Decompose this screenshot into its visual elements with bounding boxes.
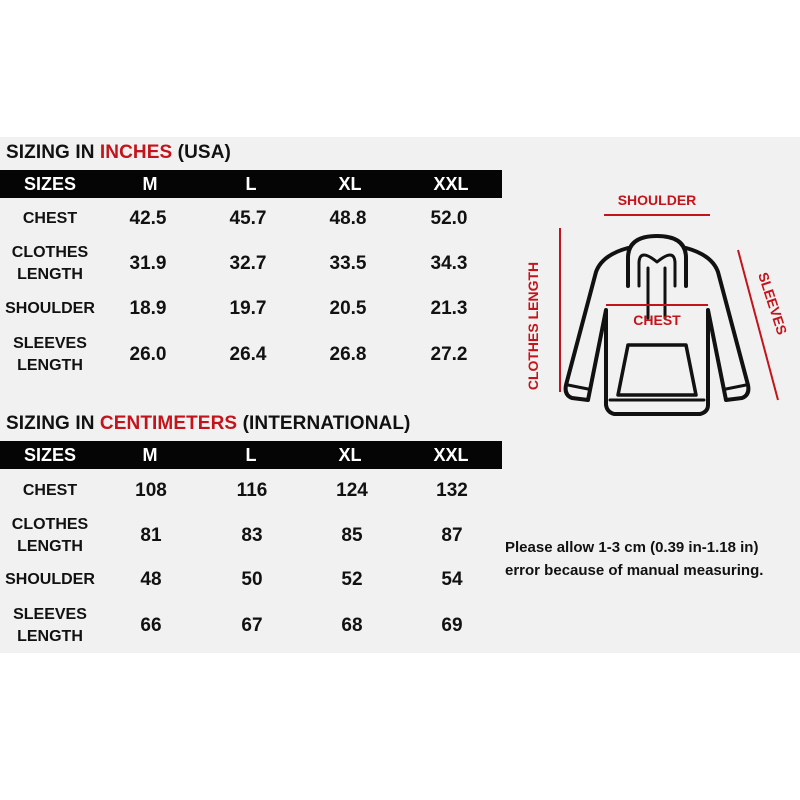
header-xxl: XXL — [433, 445, 469, 465]
centimeters-size-table — [0, 441, 502, 651]
cell-value: 85 — [341, 525, 363, 546]
inches-size-table — [0, 170, 502, 380]
row-label-shoulder: SHOULDER — [5, 300, 95, 317]
clothes-length-label: CLOTHES LENGTH — [525, 261, 541, 391]
header-m: M — [142, 174, 158, 194]
cell-value: 67 — [241, 615, 263, 636]
header-l: L — [245, 445, 257, 465]
cell-value: 66 — [140, 615, 162, 636]
centimeters-section-title: SIZING IN CENTIMETERS (INTERNATIONAL) — [6, 413, 411, 434]
row-label-sleeves-length: SLEEVES LENGTH — [13, 335, 87, 374]
cell-value: 26.8 — [329, 344, 367, 365]
cell-value: 19.7 — [229, 298, 267, 319]
note-line-1: Please allow 1-3 cm (0.39 in-1.18 in) — [505, 539, 759, 556]
cell-value: 87 — [441, 525, 463, 546]
header-sizes: SIZES — [23, 174, 77, 194]
header-m: M — [142, 445, 158, 465]
shoulder-label: SHOULDER — [617, 192, 697, 208]
row-label-sleeves-length: SLEEVES LENGTH — [13, 606, 87, 645]
cell-value: 33.5 — [329, 253, 367, 274]
row-label-clothes-length: CLOTHES LENGTH — [11, 244, 89, 283]
cell-value: 132 — [436, 480, 468, 501]
cell-value: 18.9 — [129, 298, 167, 319]
cell-value: 54 — [441, 569, 463, 590]
cell-value: 34.3 — [430, 253, 468, 274]
note-line-2: error because of manual measuring. — [505, 562, 764, 579]
cell-value: 48.8 — [329, 208, 367, 229]
cell-value: 52.0 — [430, 208, 468, 229]
cell-value: 69 — [441, 615, 463, 636]
chest-label: CHEST — [633, 312, 681, 328]
cell-value: 83 — [241, 525, 263, 546]
cell-value: 27.2 — [430, 344, 468, 365]
inches-table-header — [0, 170, 502, 198]
cell-value: 31.9 — [129, 253, 167, 274]
cell-value: 45.7 — [229, 208, 267, 229]
centimeters-table-header — [0, 441, 502, 469]
inches-section-title: SIZING IN INCHES (USA) — [6, 142, 231, 163]
hoodie-measurement-diagram — [500, 175, 800, 435]
row-label-chest: CHEST — [22, 482, 78, 499]
row-label-clothes-length: CLOTHES LENGTH — [11, 516, 89, 555]
cell-value: 32.7 — [229, 253, 267, 274]
cell-value: 124 — [336, 480, 368, 501]
cell-value: 26.0 — [129, 344, 167, 365]
header-xxl: XXL — [433, 174, 469, 194]
cell-value: 108 — [135, 480, 167, 501]
cell-value: 20.5 — [329, 298, 367, 319]
cell-value: 48 — [140, 569, 162, 590]
header-xl: XL — [338, 445, 362, 465]
row-label-chest: CHEST — [22, 210, 78, 227]
header-l: L — [245, 174, 257, 194]
cell-value: 81 — [140, 525, 162, 546]
header-sizes: SIZES — [23, 445, 77, 465]
cell-value: 26.4 — [229, 344, 267, 365]
sleeves-label: SLEEVES — [755, 270, 791, 337]
cell-value: 116 — [236, 480, 268, 501]
measurement-note — [505, 536, 800, 582]
header-xl: XL — [338, 174, 362, 194]
row-label-shoulder: SHOULDER — [5, 571, 95, 588]
cell-value: 42.5 — [129, 208, 167, 229]
cell-value: 52 — [341, 569, 363, 590]
cell-value: 68 — [341, 615, 363, 636]
cell-value: 21.3 — [430, 298, 468, 319]
cell-value: 50 — [241, 569, 263, 590]
